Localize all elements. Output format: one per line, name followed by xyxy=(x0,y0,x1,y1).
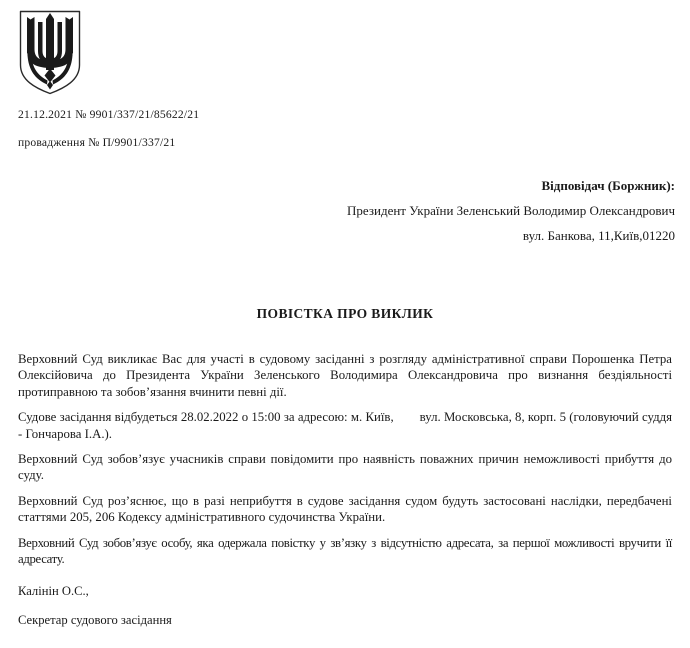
paragraph-consequences: Верховний Суд роз’яснює, що в разі неприбуття в судове засідання судом будуть застосовані наслідки, передбачені статтями 205, 206 Кодексу адміністративного судочинства України. xyxy=(18,493,672,525)
paragraph-delivery-obligation: Верховний Суд зобов’язує особу, яка одержала повістку у зв’язку з відсутністю адресата, за першої можливості вручити її адресату. xyxy=(18,535,672,567)
document-number-line: 21.12.2021 № 9901/337/21/85622/21 xyxy=(18,108,200,121)
paragraph-summons: Верховний Суд викликає Вас для участі в судовому засіданні з розгляду адміністративної справи Порошенка Петра Олексійовича до Президента України Зеленського Володимира Олександровича про визнання бездіяльності протиправною та зобов’язання вчинити певні дії. xyxy=(18,352,672,399)
respondent-name: Президент України Зеленський Володимир Олександрович xyxy=(347,203,675,218)
trident-emblem-svg xyxy=(17,9,83,96)
paragraph-notify-obligation: Верховний Суд зобов’язує учасників справи повідомити про наявність поважних причин неможливості прибуття до суду. xyxy=(18,452,672,483)
document-body xyxy=(18,351,672,576)
document-title: ПОВІСТКА ПРО ВИКЛИК xyxy=(256,306,434,321)
secretary-name: Калінін О.С., xyxy=(18,584,89,598)
ukraine-coat-of-arms-icon xyxy=(17,9,83,96)
signature-block xyxy=(18,583,172,628)
respondent-block xyxy=(347,178,675,253)
proceeding-number-line: провадження № П/9901/337/21 xyxy=(18,136,176,149)
respondent-label: Відповідач (Боржник): xyxy=(541,178,675,193)
hearing-address: вул. Московська, 8, корп. 5 (головуючий суддя - Гончарова І.А.). xyxy=(18,410,672,441)
respondent-address: вул. Банкова, 11,Київ,01220 xyxy=(522,228,675,243)
secretary-role: Секретар судового засідання xyxy=(18,613,172,627)
paragraph-hearing xyxy=(18,409,672,442)
hearing-date-city: Судове засідання відбудеться 28.02.2022 о 15:00 за адресою: м. Київ, xyxy=(18,410,394,425)
